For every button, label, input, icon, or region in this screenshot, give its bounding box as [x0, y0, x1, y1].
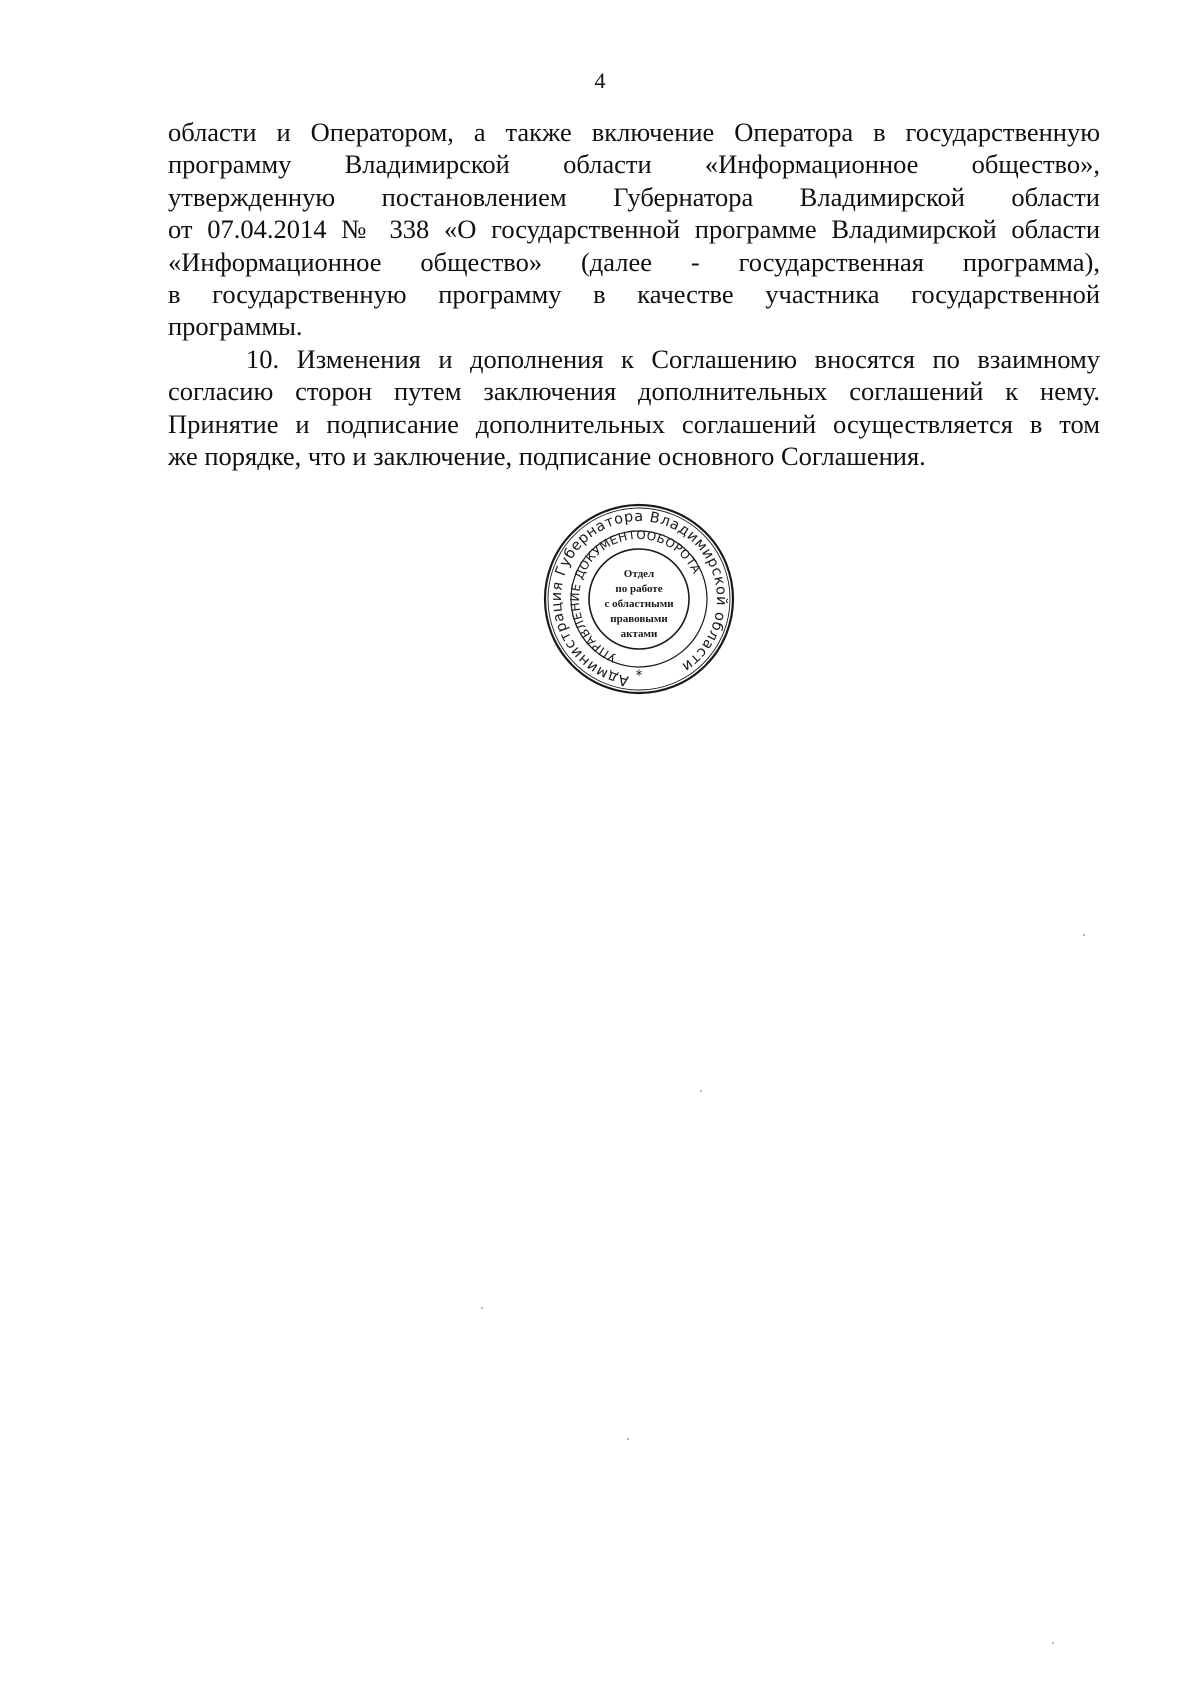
seal-center-line: по работе: [615, 583, 663, 595]
document-body: [168, 116, 1100, 472]
scan-speck: [1052, 1642, 1054, 1644]
seal-outer-text: Администрация Губернатора Владимирской области: [548, 508, 730, 689]
scan-speck: [1083, 934, 1085, 936]
seal-center-line: с областными: [604, 598, 674, 610]
seal-center-line: Отдел: [623, 568, 655, 580]
scan-speck: [700, 1090, 702, 1092]
text-line: программы.: [168, 311, 303, 342]
seal-star: *: [635, 668, 643, 684]
text-line: 10. Изменения и дополнения к Соглашению вносятся по взаимному: [246, 343, 1100, 374]
paragraph-item-10: [168, 343, 1100, 473]
scan-speck: [627, 1438, 629, 1440]
text-line: Принятие и подписание дополнительных соглашений осуществляется в том: [168, 408, 1100, 439]
seal-center-line: актами: [620, 628, 658, 640]
text-line: в государственную программу в качестве участника государственной: [168, 279, 1100, 310]
text-line: программу Владимирской области «Информационное общество»,: [168, 149, 1100, 180]
text-line: согласию сторон путем заключения дополнительных соглашений к нему.: [168, 376, 1100, 407]
official-seal: [543, 502, 735, 696]
page-number: 4: [594, 68, 606, 93]
seal-center-line: правовыми: [610, 613, 668, 625]
seal-center-text: [604, 568, 674, 640]
paragraph-continuation: [168, 116, 1100, 343]
text-line: «Информационное общество» (далее - государственная программа),: [168, 246, 1100, 277]
scan-speck: [481, 1307, 483, 1309]
text-line: области и Оператором, а также включение Оператора в государственную: [168, 117, 1100, 147]
seal-graphic: [543, 502, 735, 696]
text-line: от 07.04.2014 № 338 «О государственной программе Владимирской области: [168, 214, 1100, 245]
text-line: утвержденную постановлением Губернатора Владимирской области: [168, 181, 1100, 212]
text-line: же порядке, что и заключение, подписание основного Соглашения.: [168, 441, 926, 472]
seal-inner-text: УПРАВЛЕНИЕ ДОКУМЕНТООБОРОТА: [567, 527, 704, 665]
